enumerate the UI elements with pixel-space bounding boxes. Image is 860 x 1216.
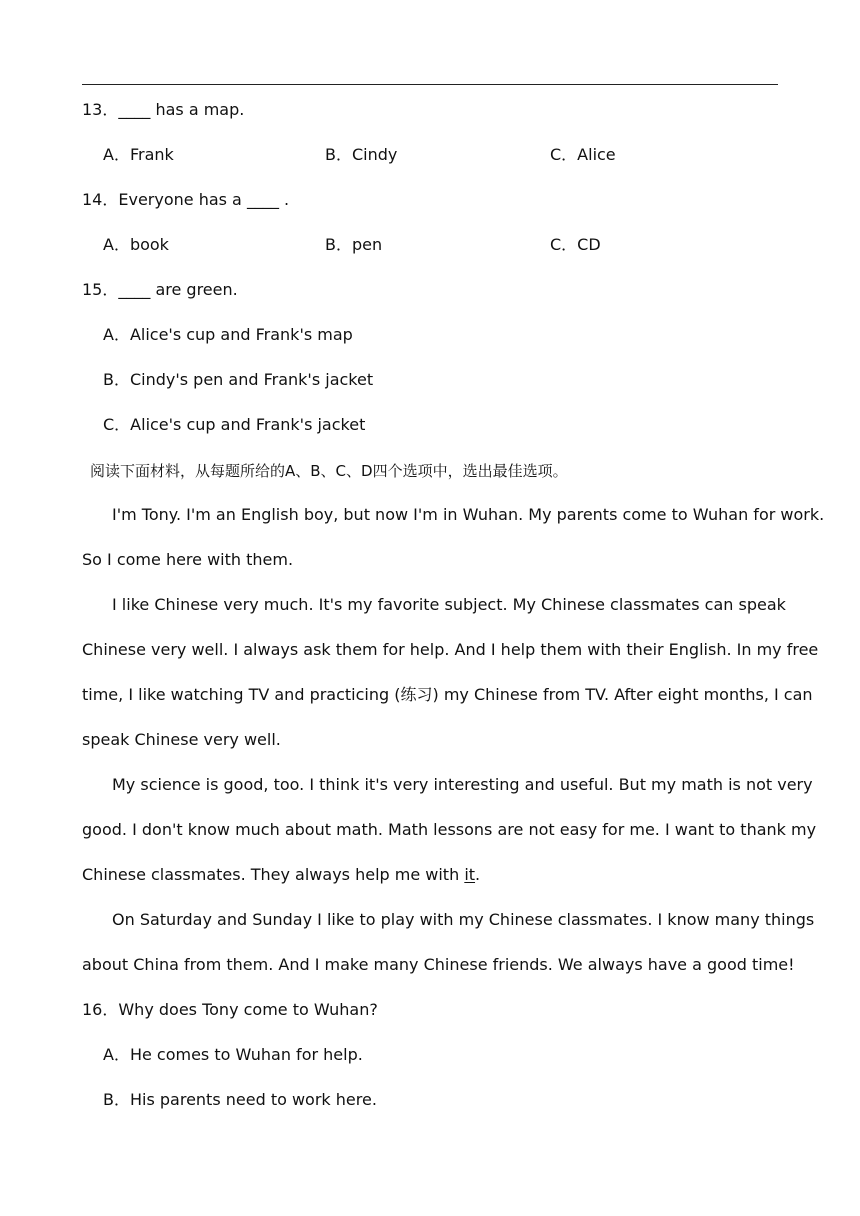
passage-line: I like Chinese very much. It's my favorite subject. My Chinese classmates can speak [112, 595, 786, 614]
underlined-word: it [464, 865, 476, 884]
q16-option-b: B．His parents need to work here. [103, 1090, 377, 1109]
reading-instruction: 阅读下面材料，从每题所给的A、B、C、D四个选项中，选出最佳选项。 [90, 462, 568, 480]
passage-line: about China from them. And I make many Chinese friends. We always have a good time! [82, 955, 795, 974]
passage-text: . [475, 865, 481, 884]
passage-text: Chinese classmates. They always help me with [82, 865, 465, 884]
passage-line: good. I don't know much about math. Math lessons are not easy for me. I want to thank my [82, 820, 817, 839]
q16-stem: 16．Why does Tony come to Wuhan? [82, 1000, 378, 1019]
q15-option-b: B．Cindy's pen and Frank's jacket [103, 370, 374, 389]
q14-option-c: C．CD [550, 235, 601, 254]
q13-option-c: C．Alice [550, 145, 616, 164]
passage-line: time, I like watching TV and practicing (练习) my Chinese from TV. After eight months, I can [82, 685, 813, 704]
passage-line: On Saturday and Sunday I like to play with my Chinese classmates. I know many things [112, 910, 815, 929]
header-rule [82, 84, 778, 85]
passage-line [82, 863, 480, 887]
q15-option-c: C．Alice's cup and Frank's jacket [103, 415, 366, 434]
q13-option-b: B．Cindy [325, 145, 398, 164]
passage-line: So I come here with them. [82, 550, 294, 569]
q13-stem: 13．____ has a map. [82, 100, 245, 119]
q15-stem: 15．____ are green. [82, 280, 238, 299]
passage-line: My science is good, too. I think it's very interesting and useful. But my math is not very [112, 775, 813, 794]
q13-option-a: A．Frank [103, 145, 174, 164]
passage-line: I'm Tony. I'm an English boy, but now I'm in Wuhan. My parents come to Wuhan for work. [112, 505, 825, 524]
q15-option-a: A．Alice's cup and Frank's map [103, 325, 353, 344]
passage-line: Chinese very well. I always ask them for help. And I help them with their English. In my free [82, 640, 819, 659]
q16-option-a: A．He comes to Wuhan for help. [103, 1045, 363, 1064]
q14-stem: 14．Everyone has a ____ . [82, 190, 290, 209]
q14-option-a: A．book [103, 235, 169, 254]
q14-option-b: B．pen [325, 235, 383, 254]
passage-line: speak Chinese very well. [82, 730, 281, 749]
